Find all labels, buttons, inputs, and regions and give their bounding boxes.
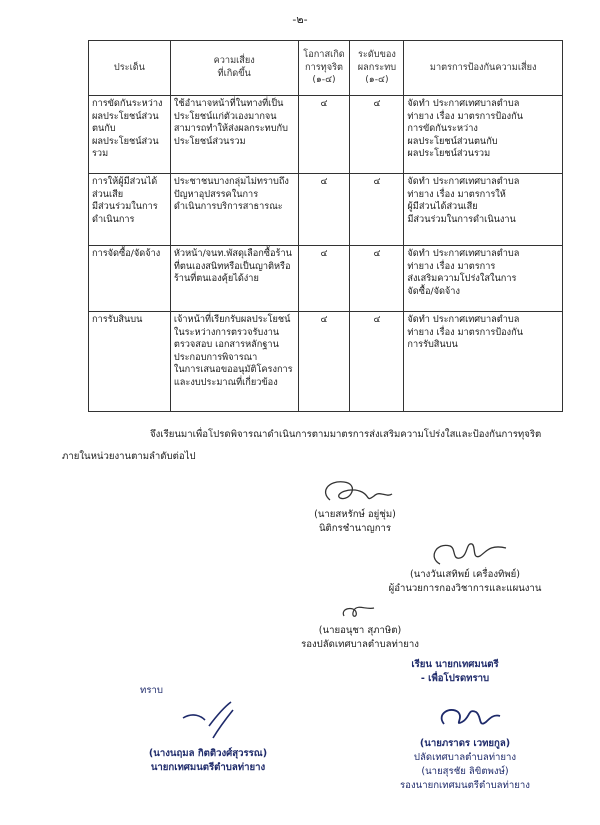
handwritten-signature-icon	[410, 534, 520, 568]
handwritten-signature-icon	[330, 596, 390, 624]
signer-name: (นางวันเสทิพย์ เครื่องทิพย์)	[409, 569, 521, 580]
closing-paragraph	[62, 424, 562, 468]
risk-table	[88, 40, 563, 412]
row-risk: หัวหน้า/จนท.พัสดุเลือกซื้อร้าน ที่ตนเองสนิทหรือเป็นญาติหรือ ร้านที่ตนเองคุ้ยได้ง่าย	[170, 246, 298, 312]
row-issue: การจัดซื้อ/จัดจ้าง	[89, 246, 171, 312]
row-likelihood: ๔	[298, 174, 350, 246]
handwritten-signature-icon	[420, 702, 510, 732]
acting-position: รองนายกเทศมนตรีตำบลท่ายาง	[400, 780, 530, 791]
closing-line-2: ภายในหน่วยงานตามลำดับต่อไป	[62, 451, 196, 462]
row-likelihood: ๔	[298, 96, 350, 174]
mayor-name: (นางนฤมล กิตติวงศ์สุวรรณ)	[148, 748, 268, 759]
row-impact: ๔	[350, 96, 404, 174]
mayor-position: นายกเทศมนตรีตำบลท่ายาง	[150, 762, 266, 773]
row-issue: การขัดกันระหว่าง ผลประโยชน์ส่วนตนกับ ผลประโยชน์ส่วนรวม	[89, 96, 171, 174]
routing-note-purpose: - เพื่อโปรดทราบ	[420, 673, 490, 684]
clerk-name: (นายภราดร เวทยกูล)	[419, 738, 511, 749]
handwritten-signature-icon	[310, 472, 400, 508]
signer-position: รองปลัดเทศบาลตำบลท่ายาง	[301, 639, 419, 650]
row-impact: ๔	[350, 246, 404, 312]
handwritten-signature-icon	[153, 698, 263, 742]
table-row	[89, 174, 563, 246]
row-risk: ประชาชนบางกลุ่มไม่ทราบถึง ปัญหาอุปสรรคในการ ดำเนินการบริการสาธารณะ	[170, 174, 298, 246]
acknowledged-mark: ทราบ	[140, 685, 163, 696]
signature-block-deputy-clerk	[260, 596, 460, 652]
row-issue: การรับสินบน	[89, 312, 171, 412]
table-row	[89, 96, 563, 174]
row-risk: ใช้อำนาจหน้าที่ในทางที่เป็น ประโยชน์แก่ตัวเองมากจน สามารถทำให้ส่งผลกระทบกับ ประโยชน์ส่วนรวม	[170, 96, 298, 174]
signer-name: (นายสหรักษ์ อยู่ชุ่ม)	[314, 509, 396, 520]
row-measures: จัดทำ ประกาศเทศบาลตำบล ท่ายาง เรื่อง มาตรการให้ ผู้มีส่วนได้ส่วนเสีย มีส่วนร่วมในการดำเนินงาน	[404, 174, 563, 246]
clerk-position: ปลัดเทศบาลตำบลท่ายาง	[413, 752, 517, 763]
table-row	[89, 312, 563, 412]
row-measures: จัดทำ ประกาศเทศบาลตำบล ท่ายาง เรื่อง มาตรการป้องกัน การรับสินบน	[404, 312, 563, 412]
page-number: -๒-	[292, 13, 308, 26]
signature-block-legal-officer	[250, 472, 460, 536]
signer-position: นิติกรชำนาญการ	[318, 523, 392, 534]
clerk-signature-block	[360, 702, 570, 793]
header-likelihood: โอกาสเกิด การทุจริต (๑-๔)	[298, 41, 350, 96]
routing-note	[370, 658, 540, 686]
signer-position: ผู้อำนวยการกองวิชาการและแผนงาน	[388, 583, 542, 594]
routing-note-to: เรียน นายกเทศมนตรี	[411, 659, 499, 670]
mayor-acknowledgement	[108, 684, 308, 775]
header-risk: ความเสี่ยง ที่เกิดขึ้น	[170, 41, 298, 96]
table-header-row	[89, 41, 563, 96]
signer-name: (นายอนุชา สุภาษิต)	[318, 625, 402, 636]
row-likelihood: ๔	[298, 246, 350, 312]
closing-line-1: จึงเรียนมาเพื่อโปรดพิจารณาดำเนินการตามมาตรการส่งเสริมความโปร่งใสและป้องกันการทุจริต	[150, 429, 542, 440]
header-issue: ประเด็น	[89, 41, 171, 96]
row-risk: เจ้าหน้าที่เรียกรับผลประโยชน์ ในระหว่างการตรวจรับงาน ตรวจสอบ เอกสารหลักฐาน ประกอบการพิจารณา ในการเสนอขออนุมัติโครงการ และงบประมาณที่เกี่ยวข้อง	[170, 312, 298, 412]
header-measures: มาตรการป้องกันความเสี่ยง	[404, 41, 563, 96]
row-likelihood: ๔	[298, 312, 350, 412]
row-measures: จัดทำ ประกาศเทศบาลตำบล ท่ายาง เรื่อง มาตรการป้องกัน การขัดกันระหว่าง ผลประโยชน์ส่วนตนกับ ผลประโยชน์ส่วนรวม	[404, 96, 563, 174]
row-impact: ๔	[350, 312, 404, 412]
acting-name: (นายสุรชัย ลิขิตพงษ์)	[421, 766, 509, 777]
row-measures: จัดทำ ประกาศเทศบาลตำบล ท่ายาง เรื่อง มาตรการ ส่งเสริมความโปร่งใสในการ จัดซื้อ/จัดจ้าง	[404, 246, 563, 312]
row-issue: การให้ผู้มีส่วนได้ส่วนเสีย มีส่วนร่วมในการ ดำเนินการ	[89, 174, 171, 246]
signature-block-division-director	[340, 534, 590, 596]
row-impact: ๔	[350, 174, 404, 246]
table-row	[89, 246, 563, 312]
header-impact: ระดับของ ผลกระทบ (๑-๔)	[350, 41, 404, 96]
